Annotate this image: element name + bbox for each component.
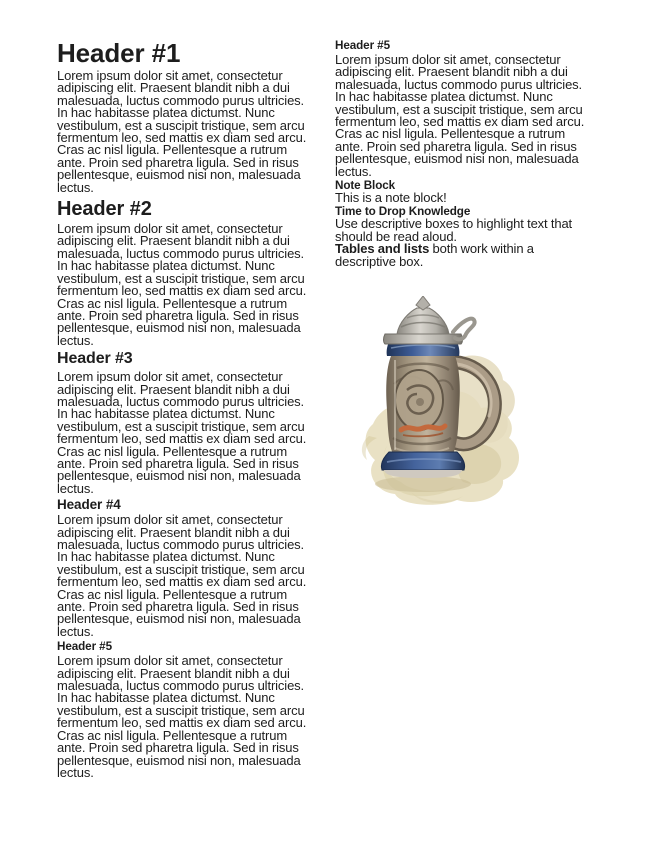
note-block-text: This is a note block!	[335, 190, 447, 206]
paragraph-3: Lorem ipsum dolor sit amet, consectetur adipiscing elit. Praesent blandit nibh a dui malesuada, luctus commodo purus ultricies. In hac habitasse platea dictumst. Nunc vestibulum, est a suscipit tristique, sem arcu fermentum leo, sed mattis ex diam sed arcu. Cras ac nisl ligula. Pellentesque a rutrum ante. Proin sed pharetra ligula. Sed in risus pellentesque, euismod nisi non, malesuada lectus.	[57, 369, 307, 496]
paragraph-2: Lorem ipsum dolor sit amet, consectetur adipiscing elit. Praesent blandit nibh a dui malesuada, luctus commodo purus ultricies. In hac habitasse platea dictumst. Nunc vestibulum, est a suscipit tristique, sem arcu fermentum leo, sed mattis ex diam sed arcu. Cras ac nisl ligula. Pellentesque a rutrum ante. Proin sed pharetra ligula. Sed in risus pellentesque, euismod nisi non, malesuada lectus.	[57, 221, 307, 348]
knowledge-text: Use descriptive boxes to highlight text that should be read aloud.	[335, 216, 573, 244]
stein-shadow	[375, 476, 471, 492]
paragraph-1: Lorem ipsum dolor sit amet, consectetur adipiscing elit. Praesent blandit nibh a dui malesuada, luctus commodo purus ultricies. In hac habitasse platea dictumst. Nunc vestibulum, est a suscipit tristique, sem arcu fermentum leo, sed mattis ex diam sed arcu. Cras ac nisl ligula. Pellentesque a rutrum ante. Proin sed pharetra ligula. Sed in risus pellentesque, euismod nisi non, malesuada lectus.	[57, 68, 307, 195]
paragraph-6: Lorem ipsum dolor sit amet, consectetur adipiscing elit. Praesent blandit nibh a dui malesuada, luctus commodo purus ultricies. In hac habitasse platea dictumst. Nunc vestibulum, est a suscipit tristique, sem arcu fermentum leo, sed mattis ex diam sed arcu. Cras ac nisl ligula. Pellentesque a rutrum ante. Proin sed pharetra ligula. Sed in risus pellentesque, euismod nisi non, malesuada lectus.	[335, 52, 585, 179]
knowledge-label: Time to Drop Knowledge	[335, 205, 471, 219]
beer-stein-illustration	[351, 296, 527, 510]
tables-note-bold: Tables and lists	[335, 241, 430, 257]
header-5-left: Header #5	[57, 640, 112, 654]
beer-stein-watercolor-icon	[351, 296, 527, 510]
header-4: Header #4	[57, 497, 121, 513]
tables-note-rest: both work within a descriptive box.	[335, 241, 534, 269]
header-5-right: Header #5	[335, 39, 390, 52]
header-2: Header #2	[57, 198, 152, 221]
stein-lid	[384, 296, 463, 344]
stein-base	[381, 452, 464, 478]
note-block-label: Note Block	[335, 179, 396, 193]
paragraph-5: Lorem ipsum dolor sit amet, consectetur adipiscing elit. Praesent blandit nibh a dui malesuada, luctus commodo purus ultricies. In hac habitasse platea dictumst. Nunc vestibulum, est a suscipit tristique, sem arcu fermentum leo, sed mattis ex diam sed arcu. Cras ac nisl ligula. Pellentesque a rutrum ante. Proin sed pharetra ligula. Sed in risus pellentesque, euismod nisi non, malesuada lectus.	[57, 653, 307, 780]
left-column	[57, 40, 311, 779]
paragraph-4: Lorem ipsum dolor sit amet, consectetur adipiscing elit. Praesent blandit nibh a dui malesuada, luctus commodo purus ultricies. In hac habitasse platea dictumst. Nunc vestibulum, est a suscipit tristique, sem arcu fermentum leo, sed mattis ex diam sed arcu. Cras ac nisl ligula. Pellentesque a rutrum ante. Proin sed pharetra ligula. Sed in risus pellentesque, euismod nisi non, malesuada lectus.	[57, 512, 307, 639]
header-3: Header #3	[57, 350, 133, 368]
header-1: Header #1	[57, 38, 181, 68]
stein-body	[386, 356, 460, 454]
right-column	[335, 40, 589, 779]
tables-note	[335, 243, 589, 268]
